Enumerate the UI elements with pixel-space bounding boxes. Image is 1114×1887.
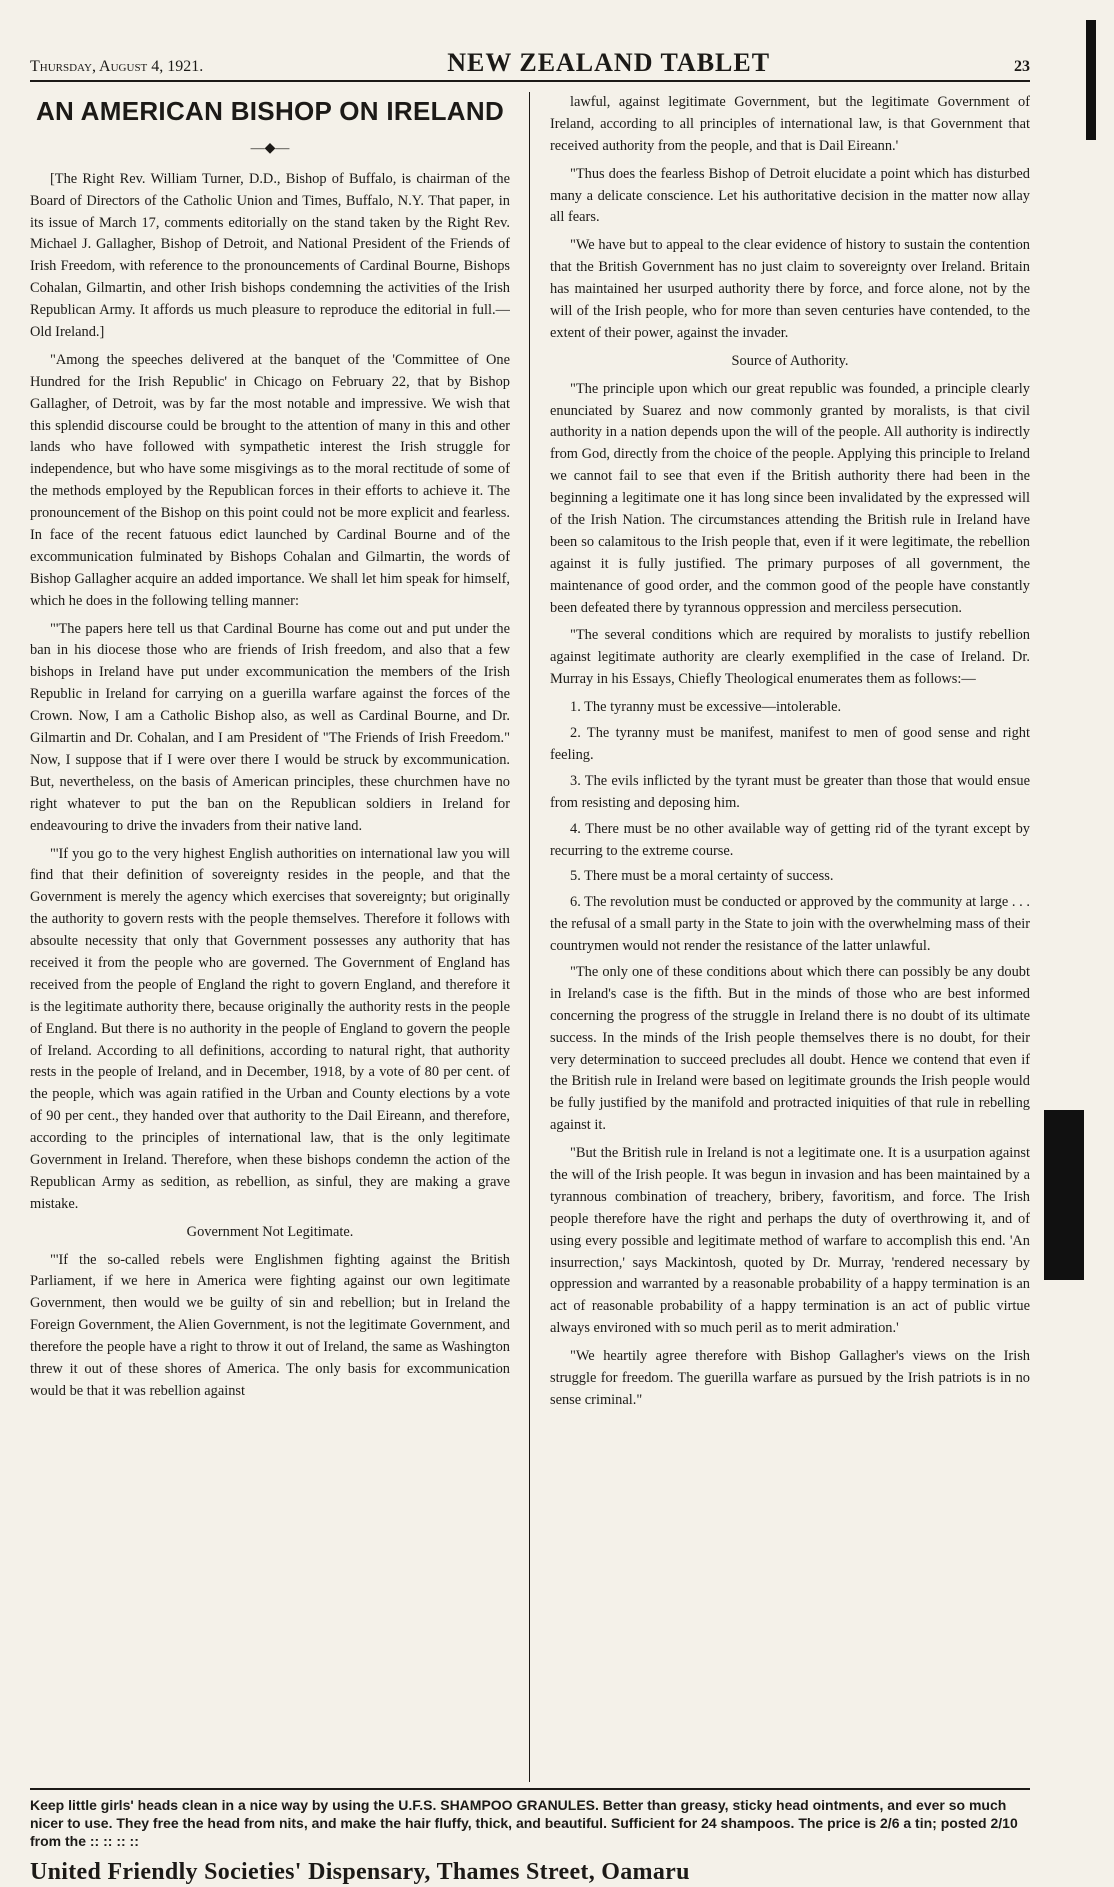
condition-item: 6. The revolution must be conducted or approved by the community at large . . . the refusal of a small party in the State to join with the overwhelming mass of their countrymen would not render the resistance of the latter unlawful.: [550, 894, 1030, 955]
edge-scan-mark: [1044, 1110, 1084, 1280]
right-column: [550, 92, 1030, 1782]
column-divider: [529, 92, 530, 1782]
left-subhead: Government Not Legitimate.: [186, 1223, 354, 1240]
paragraph: "'The papers here tell us that Cardinal Bourne has come out and put under the ban in his diocese those who are friends of Irish freedom, and also that a few bishops in Ireland have put under excommunication the members of the Irish Republic in Ireland for carrying on a guerilla warfare against the forces of the Crown. Now, I am a Catholic Bishop also, as well as Cardinal Bourne, and Dr. Gilmartin and Dr. Cohalan, and I am President of "The Friends of Irish Freedom." Now, I suppose that if I were over there I would be struck by excommunication. But, nevertheless, on the basis of American principles, these churchmen have no right whatever to put the ban on the Republican soldiers in Ireland for endeavouring to drive the invaders from their native land.: [30, 620, 510, 834]
paragraph: "Thus does the fearless Bishop of Detroit elucidate a point which has disturbed many a delicate conscience. Let his authoritative decision in the matter now allay all fears.: [550, 165, 1030, 226]
ad-signature: United Friendly Societies' Dispensary, Thames Street, Oamaru: [30, 1858, 690, 1885]
article-columns: [30, 92, 1030, 1782]
right-paragraphs-mid: [550, 379, 1030, 691]
condition-item: 4. There must be no other available way of getting rid of the tyrant except by recurring to the extreme course.: [550, 820, 1030, 859]
right-paragraphs-end: [550, 962, 1030, 1412]
issue-date: Thursday, August 4, 1921.: [30, 58, 204, 75]
paragraph: "But the British rule in Ireland is not a legitimate one. It is a usurpation against the will of the Irish people. It was begun in invasion and has been maintained by a tyrannous combination of treachery, bribery, favoritism, and force. The Irish people therefore have the right and perhaps the duty of overthrowing it, and of using every possible and legitimate method of warfare to accomplish this end. 'An insurrection,' says Mackintosh, quoted by Dr. Murray, 'rendered necessary by oppression and warranted by a reasonable probability of a happy termination is an act of reasonable probability of a happy termination is an act of public virtue always environed with so much peril as to merit admiration.': [550, 1145, 1030, 1337]
paragraph: "The several conditions which are required by moralists to justify rebellion against legitimate authority are clearly exemplified in the case of Ireland. Dr. Murray in his Essays, Chiefly Theological enumerates them as follows:—: [550, 627, 1030, 688]
page-number: 23: [1014, 58, 1030, 75]
left-paragraphs-after: [30, 1250, 510, 1403]
advertisement: [30, 1788, 1030, 1886]
right-subhead: Source of Authority.: [731, 352, 849, 369]
paragraph: [The Right Rev. William Turner, D.D., Bishop of Buffalo, is chairman of the Board of Directors of the Catholic Union and Times, Buffalo, N.Y. That paper, in its issue of March 17, comments editorially on the stand taken by the Right Rev. Michael J. Gallagher, Bishop of Detroit, and National President of the Friends of Irish Freedom, with reference to the pronouncements of Cardinal Bourne, Bishops Cohalan, Gilmartin, and other Irish bishops condemning the activities of the Irish Republican Army. It affords us much pleasure to reproduce the editorial in full.—Old Ireland.]: [30, 170, 510, 341]
right-paragraphs: [550, 92, 1030, 345]
paragraph: "The principle upon which our great republic was founded, a principle clearly enunciated by Suarez and now commonly granted by moralists, is that civil authority in a nation depends upon the will of the people. All authority is indirectly from God, directly from the choice of the people. Applying this principle to Ireland we cannot fail to see that even if the British authority there had been in the beginning a legitimate one it has long since been invalidated by the expressed will of the Irish Nation. The circumstances attending the British rule in Ireland have been so calamitous to the Irish people that, even if it were legitimate, the rebellion against it is fully justified. The primary purposes of all government, the maintenance of good order, and the common good of the people have constantly been defeated there by tyrannous oppression and merciless persecution.: [550, 380, 1030, 616]
left-column: [30, 92, 510, 1782]
condition-item: 3. The evils inflicted by the tyrant must be greater than those that would ensue from resisting and deposing him.: [550, 772, 1030, 811]
left-paragraphs: [30, 169, 510, 1216]
paragraph: "We have but to appeal to the clear evidence of history to sustain the contention that the British Government has no just claim to sovereignty over Ireland. Britain has maintained her usurped authority there by force, and force alone, not by the will of the Irish people, who for more than seven centuries have contended, to the extent of their power, against the invader.: [550, 237, 1030, 341]
condition-item: 1. The tyranny must be excessive—intolerable.: [570, 699, 842, 716]
paragraph: "Among the speeches delivered at the banquet of the 'Committee of One Hundred for the Irish Republic' in Chicago on February 22, that by Bishop Gallagher, of Detroit, was by far the most notable and impressive. We wish that this splendid discourse could be brought to the attention of many in this and other lands who have followed with sympathetic interest the Irish struggle for independence, but who have some misgivings as to the moral rectitude of some of the methods employed by the Republican forces in their efforts to achieve it. The pronouncement of the Bishop on this point could not be more explicit and fearless. In face of the recent fatuous edict launched by Cardinal Bourne and of the excommunication fulminated by Bishops Cohalan and Gilmartin, the words of Bishop Gallagher acquire an added importance. We shall let him speak for himself, which he does in the following telling manner:: [30, 351, 510, 609]
ad-body: Keep little girls' heads clean in a nice way by using the U.F.S. SHAMPOO GRANULES. Better than greasy, sticky head ointments, and ever so much nicer to use. They free the head from nits, and make the hair fluffy, thick, and beautiful. Sufficient for 24 shampoos. The price is 2/6 a tin; posted 2/10 from the :: :: :: ::: [30, 1797, 1018, 1850]
masthead: NEW ZEALAND TABLET: [447, 48, 771, 77]
paragraph: "We heartily agree therefore with Bishop Gallagher's views on the Irish struggle for freedom. The guerilla warfare as pursued by the Irish patriots is in no sense criminal.": [550, 1348, 1030, 1408]
condition-item: 5. There must be a moral certainty of success.: [570, 868, 834, 885]
page-header: [30, 40, 1030, 82]
title-ornament: —◆—: [250, 140, 290, 156]
paragraph: "'If you go to the very highest English authorities on international law you will find that their definition of sovereignty resides in the people, and that the Government is merely the agency which exercises that sovereignty; but originally the authority to govern rests with the people themselves. Therefore it follows with absoulte necessity that only that Government possesses any authority that has received it from the people who are governed. The Government of England has received from the people of England the right to govern England, and therefore it is the legitimate authority there, because originally the authority rests in the people of England. But there is no authority in the people of England to govern the people of Ireland. According to all definitions, according to natural right, that authority rests in the people of Ireland, and in December, 1918, by a vote of 80 per cent. of the people, which was again ratified in the Urban and County elections by a vote of 90 per cent., they handed over that authority to the Dail Eireann, and therefore, according to the principles of international law, that is the only legitimate Government in Ireland. Therefore, when these bishops condemn the action of the Republican Army as sedition, as rebellion, as sinful, they are making a grave mistake.: [30, 845, 510, 1212]
condition-item: 2. The tyranny must be manifest, manifest to men of good sense and right feeling.: [550, 725, 1030, 763]
paragraph: "The only one of these conditions about which there can possibly be any doubt in Ireland's case is the fifth. But in the minds of those who are best informed concerning the progress of the struggle in Ireland there is no doubt of its ultimate success. In the minds of the Irish people themselves there is no doubt, for their very determination to succeed precludes all doubt. Hence we contend that even if the British rule in Ireland were based on legitimate grounds the Irish people would be fully justified by the manifold and protracted iniquities of that rule in rebelling against it.: [550, 963, 1030, 1134]
edge-scan-mark: [1086, 20, 1096, 140]
article-title: AN AMERICAN BISHOP ON IRELAND: [35, 96, 505, 126]
paragraph: "'If the so-called rebels were Englishmen fighting against the British Parliament, if we here in America were fighting against our own legitimate Government, then would we be guilty of sin and rebellion; but in Ireland the Foreign Government, the Alien Government, is not the legitimate Government, and therefore the people have a right to throw it out of Ireland, the same as Washington threw it out of these shores of America. The only basis for excommunication would be that it was rebellion against: [30, 1251, 510, 1399]
paragraph: lawful, against legitimate Government, but the legitimate Government of Ireland, according to all principles of international law, is that Government that received authority from the people, and that is Dail Eireann.': [550, 94, 1030, 154]
conditions-list: [550, 697, 1030, 958]
